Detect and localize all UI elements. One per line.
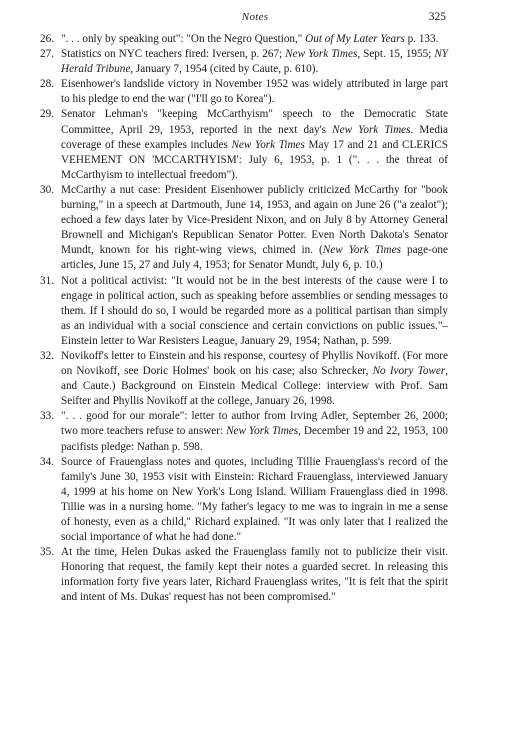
note-text [61, 545, 448, 605]
page-number: 325 [428, 11, 446, 23]
note-text-segment: , and Caute.) Background on Einstein Medical College: interview with Prof. Sam Seifter and Phyllis Novikoff at the college, January 26, 1998. [61, 365, 448, 408]
note-text [61, 274, 448, 349]
note-text [61, 183, 448, 274]
note-text-segment: Senator Lehman's "keeping McCarthyism" speech to the Democratic State Committee, April 29, 1953, reported in the next day's [61, 108, 448, 136]
note-text-segment: May 17 and 21 and CLERICS VEHEMENT ON 'MCCARTHYISM': July 6, 1953, p. 1 (". . . the threat of McCarthyism to intellectual freedom"). [61, 138, 448, 181]
note-item [30, 545, 448, 605]
running-header [0, 11, 510, 27]
notes-list [30, 32, 448, 606]
note-number: 30. [40, 183, 54, 196]
note-text-segment: McCarthy a nut case: President Eisenhower publicly criticized McCarthy for "book burning," in a speech at Dartmouth, June 14, 1953, and again on June 26 ("a zealot"); echoed a few days later by Vice-President Nixon, and on July 8 by Attorney General Brownell and Michigan's Republican Senator Potter. Even North Dakota's Senator Mundt, known for his right-wing views, chimed in. ( [61, 183, 448, 257]
note-text-segment: p. 133. [404, 33, 439, 45]
note-text [61, 349, 448, 409]
note-title-italic: New York Times [332, 123, 411, 136]
note-title-italic: New York Times [231, 138, 305, 151]
note-title-italic: No Ivory Tower [372, 365, 446, 378]
note-text-segment: page-one articles, June 15, 27 and July 4, 1953; for Senator Mundt, July 6, p. 10.) [61, 244, 448, 272]
note-text [61, 409, 448, 454]
note-item [30, 47, 448, 77]
note-title-italic: NY Herald Tribune [61, 48, 448, 76]
note-number: 35. [40, 546, 54, 559]
note-title-italic: Out of My Later Years [305, 33, 405, 45]
note-number: 27. [40, 48, 54, 61]
note-title-italic: New York Times [226, 425, 299, 438]
note-text-segment: Statistics on NYC teachers fired: Iversen, p. 267; [61, 48, 286, 61]
note-item [30, 32, 448, 47]
note-item [30, 183, 448, 274]
note-text-segment: , Sept. 15, 1955; [357, 48, 435, 61]
note-item [30, 274, 448, 349]
note-item [30, 409, 448, 454]
note-number: 28. [40, 78, 54, 91]
note-text [61, 77, 448, 107]
note-number: 29. [40, 108, 54, 121]
note-number: 26. [40, 33, 54, 45]
note-number: 31. [40, 274, 54, 287]
note-title-italic: New York Times [285, 48, 358, 61]
note-text-segment: . Media coverage of these examples includes [61, 123, 448, 151]
note-text-segment: Source of Frauenglass notes and quotes, including Tillie Frauenglass's record of the family's June 30, 1953 visit with Einstein: Richard Frauenglass, interviewed January 4, 1999 at his home on New York's Long Island. William Frauenglass died in 1998. Tillie was in a nursing home. "My father's legacy to me was to ingrain in me a sense of honesty, even as a child," Richard explained. "It was only later that I realized the social importance of what he had done." [61, 455, 448, 544]
note-item [30, 455, 448, 546]
note-text-segment: Not a political activist: "It would not be in the best interests of the cause were I to engage in political action, such as speaking before assemblies or sending messages to them. If I should do so, I would be regarded more as a political partisan than simply as an individual with a social conscience and certain convictions on public issues."– Einstein letter to War Resisters League, January 29, 1954; Nathan, p. 599. [61, 274, 448, 347]
note-number: 34. [40, 455, 54, 468]
note-text-segment: ". . . good for our morale": letter to author from Irving Adler, September 26, 2000; two more teachers refuse to answer: [61, 410, 448, 438]
note-text [61, 47, 448, 77]
running-title: Notes [241, 11, 269, 23]
note-text [61, 455, 448, 546]
note-text [61, 107, 448, 182]
note-text-segment: , January 7, 1954 (cited by Caute, p. 610). [130, 63, 319, 76]
note-text-segment: Novikoff's letter to Einstein and his response, courtesy of Phyllis Novikoff. (For more on Novikoff, see Doric Holmes' book on his case; also Schrecker, [61, 349, 448, 378]
note-item [30, 77, 448, 107]
note-text-segment: , December 19 and 22, 1953, 100 pacifists pledge: Nathan p. 598. [61, 425, 448, 453]
note-text-segment: ". . . only by speaking out": "On the Negro Question," [61, 33, 306, 45]
note-title-italic: New York Times [322, 244, 401, 257]
note-number: 32. [40, 349, 54, 362]
note-text-segment: Eisenhower's landslide victory in November 1952 was widely attributed in large part to his pledge to end the war ("I'll go to Korea"). [61, 78, 448, 106]
note-number: 33. [40, 410, 54, 423]
note-item [30, 107, 448, 182]
note-text-segment: At the time, Helen Dukas asked the Frauenglass family not to publicize their visit. Honoring that request, the family kept their notes a guarded secret. In releasing this information forty five years later, Richard Frauenglass writes, "It is felt that the spirit and intent of Ms. Dukas' request has not been compromised." [61, 546, 448, 604]
note-item [30, 349, 448, 409]
note-text [61, 32, 448, 47]
